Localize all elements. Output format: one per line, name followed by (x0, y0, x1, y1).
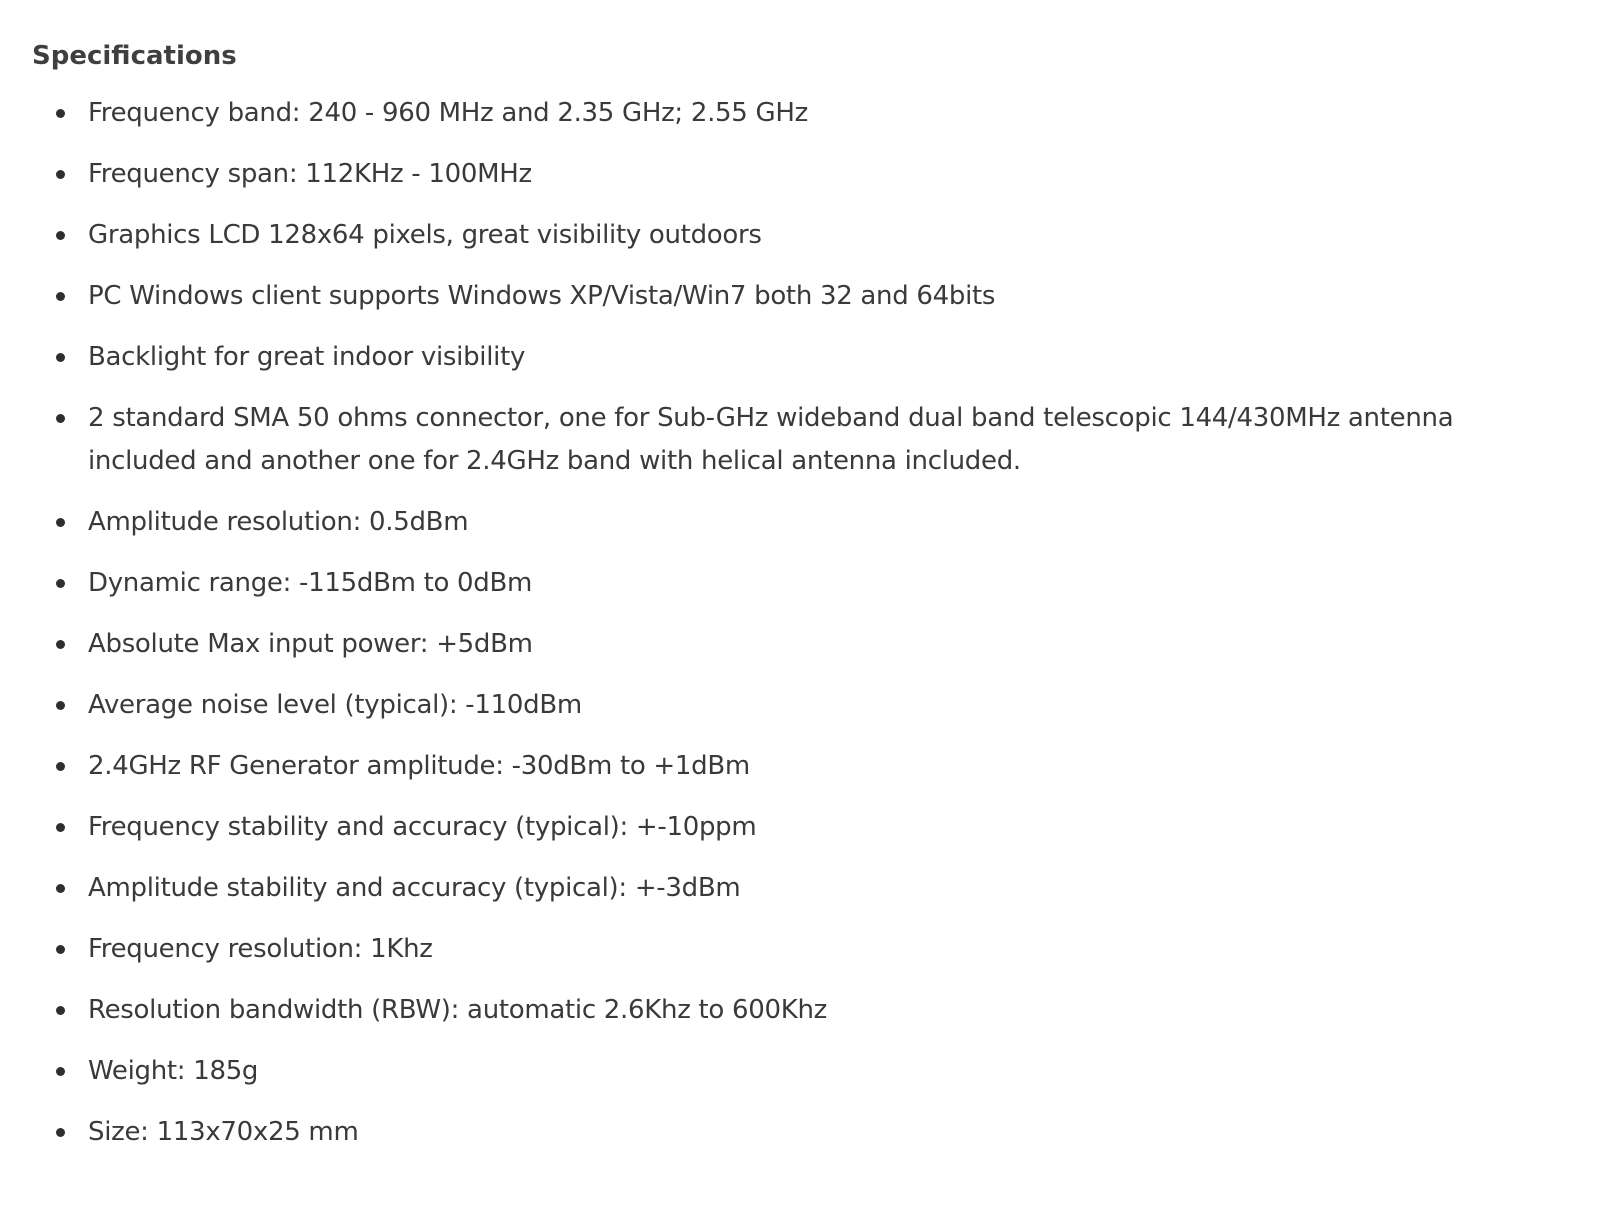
spec-list (32, 92, 1600, 1154)
bullet-icon (56, 823, 65, 832)
list-item (32, 989, 1600, 1032)
list-item (32, 214, 1600, 257)
bullet-icon (56, 884, 65, 893)
bullet-icon (56, 414, 65, 423)
list-item-text: 2.4GHz RF Generator amplitude: -30dBm to +1dBm (88, 751, 750, 781)
bullet-icon (56, 292, 65, 301)
bullet-icon (56, 1006, 65, 1015)
list-item-text: Frequency band: 240 - 960 MHz and 2.35 GHz; 2.55 GHz (88, 98, 808, 128)
list-item (32, 684, 1600, 727)
list-item (32, 562, 1600, 605)
list-item (32, 153, 1600, 196)
bullet-icon (56, 109, 65, 118)
list-item-text: Average noise level (typical): -110dBm (88, 690, 582, 720)
list-item (32, 336, 1600, 379)
list-item-text: Absolute Max input power: +5dBm (88, 629, 533, 659)
list-item (32, 1050, 1600, 1093)
list-item (32, 275, 1600, 318)
bullet-icon (56, 762, 65, 771)
list-item-text: Amplitude stability and accuracy (typical): +-3dBm (88, 873, 741, 903)
list-item (32, 92, 1600, 135)
list-item-text: Dynamic range: -115dBm to 0dBm (88, 568, 533, 598)
list-item (32, 623, 1600, 666)
bullet-icon (56, 1067, 65, 1076)
list-item (32, 397, 1600, 483)
list-item-text: Weight: 185g (88, 1056, 259, 1086)
bullet-icon (56, 353, 65, 362)
list-item-text: Frequency stability and accuracy (typical): +-10ppm (88, 812, 757, 842)
list-item-text: Amplitude resolution: 0.5dBm (88, 507, 469, 537)
bullet-icon (56, 170, 65, 179)
list-item-text: Frequency resolution: 1Khz (88, 934, 433, 964)
bullet-icon (56, 701, 65, 710)
bullet-icon (56, 231, 65, 240)
bullet-icon (56, 1128, 65, 1137)
list-item (32, 1111, 1600, 1154)
list-item (32, 806, 1600, 849)
list-item (32, 928, 1600, 971)
bullet-icon (56, 518, 65, 527)
list-item (32, 867, 1600, 910)
list-item (32, 745, 1600, 788)
bullet-icon (56, 579, 65, 588)
list-item-text: 2 standard SMA 50 ohms connector, one for Sub-GHz wideband dual band telescopic 144/430MHz antenna included and another one for 2.4GHz band with helical antenna included. (88, 403, 1454, 476)
list-item-text: Frequency span: 112KHz - 100MHz (88, 159, 532, 189)
section-heading: Specifications (32, 41, 237, 71)
bullet-icon (56, 945, 65, 954)
list-item-text: Backlight for great indoor visibility (88, 342, 526, 372)
list-item-text: Resolution bandwidth (RBW): automatic 2.6Khz to 600Khz (88, 995, 827, 1025)
list-item-text: PC Windows client supports Windows XP/Vista/Win7 both 32 and 64bits (88, 281, 996, 311)
list-item-text: Size: 113x70x25 mm (88, 1117, 359, 1147)
bullet-icon (56, 640, 65, 649)
list-item-text: Graphics LCD 128x64 pixels, great visibility outdoors (88, 220, 762, 250)
list-item (32, 501, 1600, 544)
